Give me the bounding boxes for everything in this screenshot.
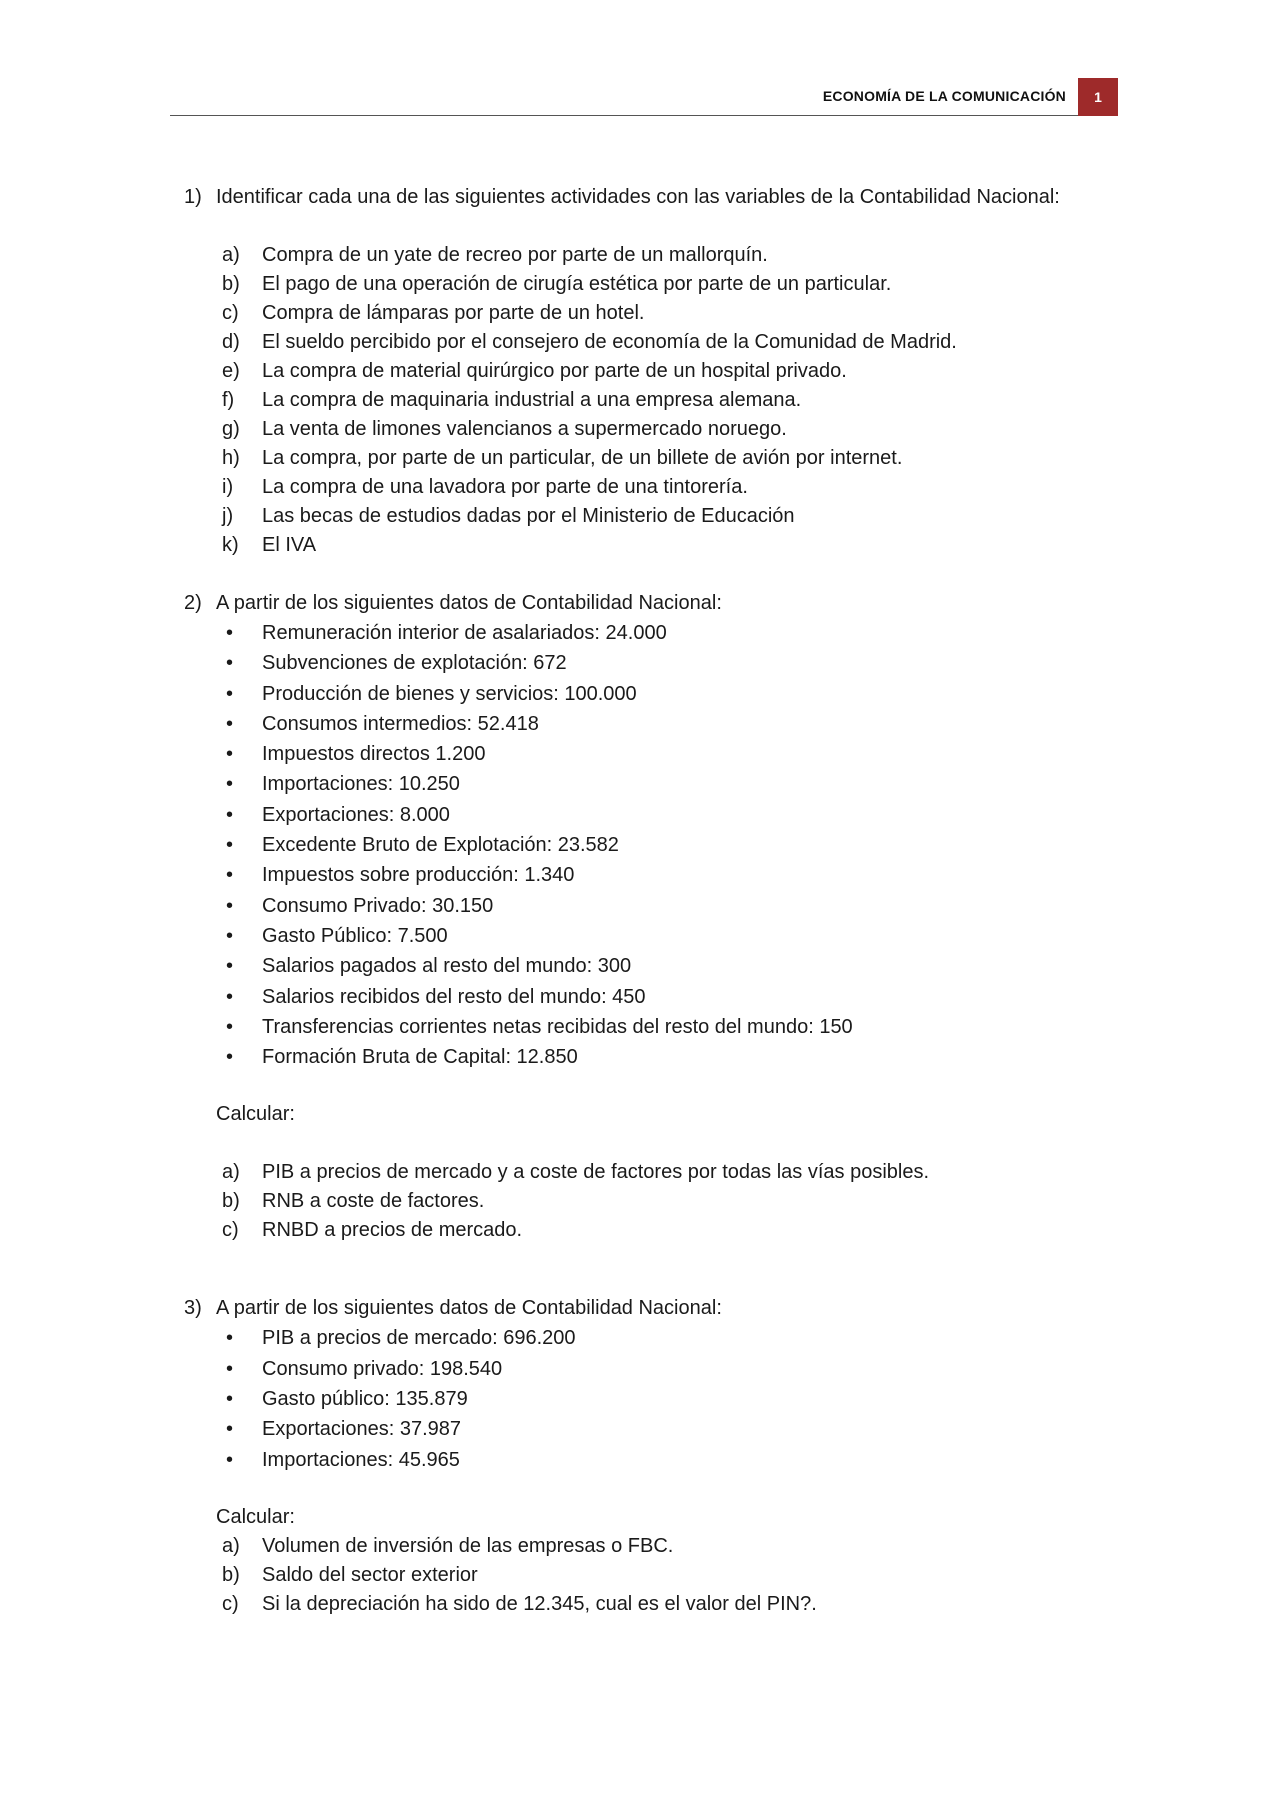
question-3-data bbox=[184, 1323, 1084, 1474]
bullet-icon: • bbox=[226, 955, 234, 978]
bullet-icon: • bbox=[226, 1357, 234, 1380]
list-item: k) El IVA bbox=[222, 534, 317, 556]
list-item: a) Volumen de inversión de las empresas o FBC. bbox=[222, 1534, 674, 1557]
question-2-data bbox=[184, 618, 1084, 1072]
list-item: • Exportaciones: 37.987 bbox=[184, 1414, 1084, 1444]
calc-label: Calcular: bbox=[216, 1103, 295, 1126]
question-2 bbox=[184, 589, 1084, 618]
bullet-icon: • bbox=[226, 864, 234, 887]
page-header bbox=[170, 78, 1118, 116]
list-item: a) PIB a precios de mercado y a coste de factores por todas las vías posibles. bbox=[222, 1161, 930, 1184]
document-title: ECONOMÍA DE LA COMUNICACIÓN bbox=[822, 88, 1066, 104]
list-item: e) La compra de material quirúrgico por parte de un hospital privado. bbox=[222, 360, 847, 382]
calc-label: Calcular: bbox=[216, 1505, 295, 1528]
list-item: • Impuestos directos 1.200 bbox=[184, 739, 1084, 769]
bullet-icon: • bbox=[226, 773, 234, 796]
list-item: c) Compra de lámparas por parte de un hotel. bbox=[222, 302, 645, 324]
bullet-icon: • bbox=[226, 1448, 234, 1471]
list-item: • Importaciones: 10.250 bbox=[184, 769, 1084, 799]
bullet-icon: • bbox=[226, 985, 234, 1008]
question-text: Identificar cada una de las siguientes actividades con las variables de la Contabilidad Nacional: bbox=[216, 186, 1060, 208]
list-item: b) Saldo del sector exterior bbox=[222, 1563, 478, 1586]
list-item: • Excedente Bruto de Explotación: 23.582 bbox=[184, 830, 1084, 860]
list-item: • Consumo privado: 198.540 bbox=[184, 1354, 1084, 1384]
list-item: i) La compra de una lavadora por parte de una tintorería. bbox=[222, 476, 748, 498]
bullet-icon: • bbox=[226, 1015, 234, 1038]
list-item: h) La compra, por parte de un particular, de un billete de avión por internet. bbox=[222, 447, 903, 469]
list-item: • Gasto público: 135.879 bbox=[184, 1384, 1084, 1414]
list-item: j) Las becas de estudios dadas por el Ministerio de Educación bbox=[222, 505, 795, 527]
bullet-icon: • bbox=[226, 743, 234, 766]
list-item: • Salarios recibidos del resto del mundo: 450 bbox=[184, 982, 1084, 1012]
list-item: • Gasto Público: 7.500 bbox=[184, 921, 1084, 951]
question-1-items bbox=[184, 241, 1084, 560]
list-item: • Producción de bienes y servicios: 100.000 bbox=[184, 679, 1084, 709]
bullet-icon: • bbox=[226, 834, 234, 857]
bullet-icon: • bbox=[226, 1046, 234, 1069]
list-item: • Salarios pagados al resto del mundo: 300 bbox=[184, 951, 1084, 981]
document-body bbox=[184, 183, 1084, 1619]
question-number: 3) bbox=[184, 1297, 202, 1320]
bullet-icon: • bbox=[226, 924, 234, 947]
question-text: A partir de los siguientes datos de Contabilidad Nacional: bbox=[216, 1297, 722, 1320]
bullet-icon: • bbox=[226, 803, 234, 826]
bullet-icon: • bbox=[226, 682, 234, 705]
list-item: • Formación Bruta de Capital: 12.850 bbox=[184, 1042, 1084, 1072]
bullet-icon: • bbox=[226, 894, 234, 917]
list-item: • Remuneración interior de asalariados: 24.000 bbox=[184, 618, 1084, 648]
bullet-icon: • bbox=[226, 622, 234, 644]
question-2-tasks bbox=[184, 1158, 1084, 1245]
list-item: b) RNB a coste de factores. bbox=[222, 1190, 485, 1213]
list-item: • Exportaciones: 8.000 bbox=[184, 800, 1084, 830]
list-item: • Importaciones: 45.965 bbox=[184, 1445, 1084, 1475]
list-item: f) La compra de maquinaria industrial a una empresa alemana. bbox=[222, 389, 802, 411]
list-item: a) Compra de un yate de recreo por parte de un mallorquín. bbox=[222, 244, 768, 266]
bullet-icon: • bbox=[226, 1388, 234, 1411]
list-item: • Consumo Privado: 30.150 bbox=[184, 891, 1084, 921]
page-number-badge: 1 bbox=[1078, 78, 1118, 116]
question-3 bbox=[184, 1294, 1084, 1323]
list-item: c) RNBD a precios de mercado. bbox=[222, 1219, 523, 1242]
question-text: A partir de los siguientes datos de Contabilidad Nacional: bbox=[216, 592, 722, 614]
list-item: c) Si la depreciación ha sido de 12.345, cual es el valor del PIN?. bbox=[222, 1592, 817, 1615]
header-divider bbox=[170, 115, 1078, 116]
question-3-tasks bbox=[184, 1532, 1084, 1619]
question-1 bbox=[184, 183, 1084, 212]
bullet-icon: • bbox=[226, 1418, 234, 1441]
list-item: • PIB a precios de mercado: 696.200 bbox=[184, 1323, 1084, 1353]
list-item: b) El pago de una operación de cirugía estética por parte de un particular. bbox=[222, 273, 892, 295]
list-item: • Subvenciones de explotación: 672 bbox=[184, 648, 1084, 678]
list-item: • Impuestos sobre producción: 1.340 bbox=[184, 860, 1084, 890]
list-item: g) La venta de limones valencianos a supermercado noruego. bbox=[222, 418, 787, 440]
list-item: d) El sueldo percibido por el consejero de economía de la Comunidad de Madrid. bbox=[222, 331, 957, 353]
list-item: • Consumos intermedios: 52.418 bbox=[184, 709, 1084, 739]
bullet-icon: • bbox=[226, 712, 234, 735]
question-number: 1) bbox=[184, 186, 202, 208]
question-number: 2) bbox=[184, 592, 202, 614]
bullet-icon: • bbox=[226, 1327, 234, 1350]
list-item: • Transferencias corrientes netas recibidas del resto del mundo: 150 bbox=[184, 1012, 1084, 1042]
bullet-icon: • bbox=[226, 652, 234, 675]
